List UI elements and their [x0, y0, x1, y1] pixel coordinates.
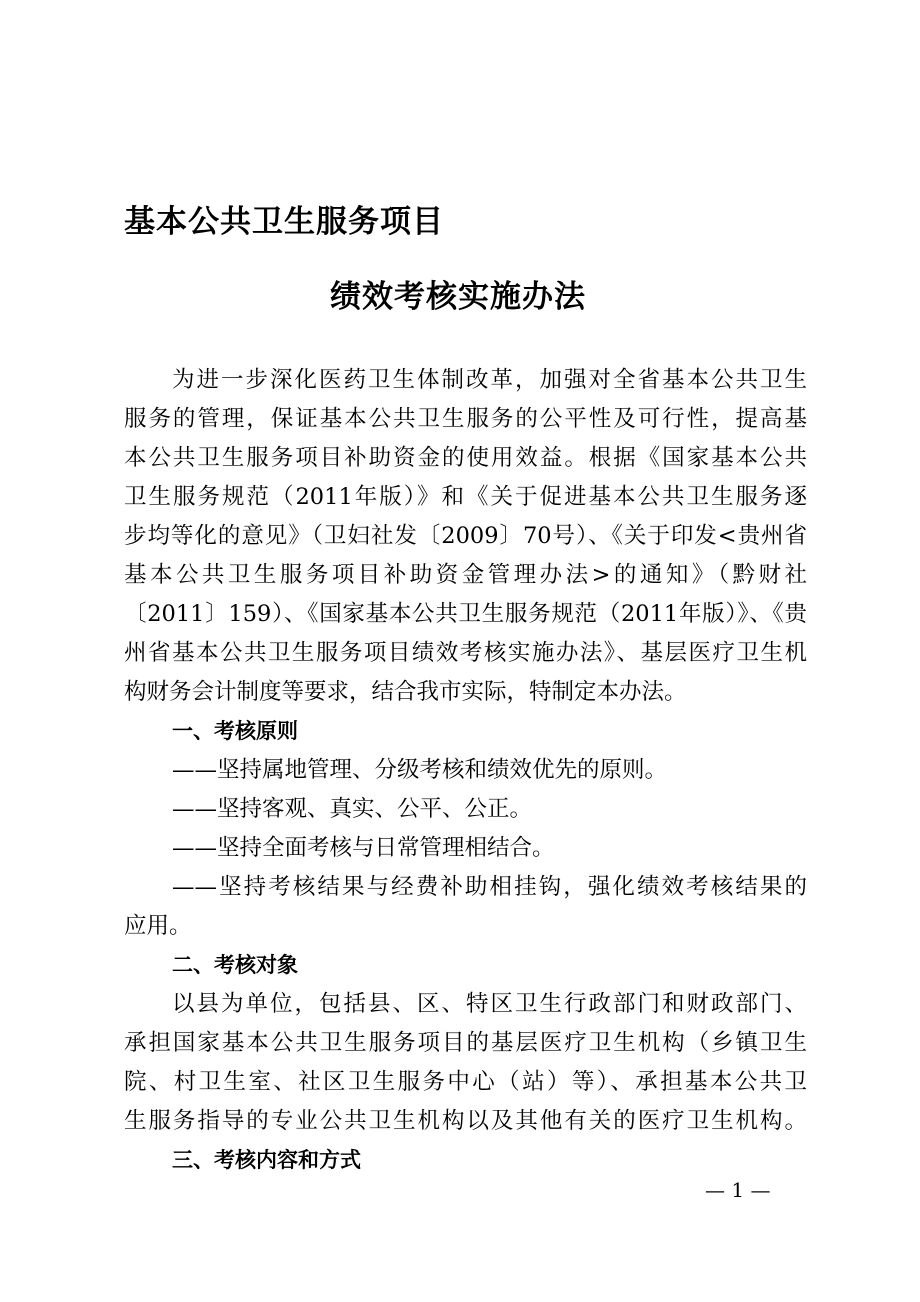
- principle-item: ——坚持客观、真实、公平、公正。: [172, 796, 533, 822]
- document-title-line-1: 基本公共卫生服务项目: [124, 204, 444, 240]
- intro-line: 基本公共卫生服务项目补助资金管理办法>的通知》（黔财社: [124, 562, 807, 588]
- targets-line: 生服务指导的专业公共卫生机构以及其他有关的医疗卫生机构。: [124, 1108, 807, 1134]
- principle-item: ——坚持考核结果与经费补助相挂钩，强化绩效考核结果的: [172, 874, 807, 900]
- intro-line: 步均等化的意见》（卫妇社发〔2009〕70号）、《关于印发<贵州省: [124, 523, 807, 549]
- section-heading-content-method: 三、考核内容和方式: [172, 1148, 361, 1172]
- intro-line: 服务的管理，保证基本公共卫生服务的公平性及可行性，提高基: [124, 406, 807, 432]
- intro-line: 〔2011〕159）、《国家基本公共卫生服务规范（2011年版）》、《贵: [124, 601, 807, 627]
- targets-line: 院、村卫生室、社区卫生服务中心（站）等）、承担基本公共卫: [124, 1069, 807, 1095]
- targets-line: 以县为单位，包括县、区、特区卫生行政部门和财政部门、: [172, 991, 807, 1017]
- principle-item-continuation: 应用。: [124, 913, 192, 939]
- intro-line: 卫生服务规范（2011年版）》和《关于促进基本公共卫生服务逐: [124, 484, 807, 510]
- intro-line: 州省基本公共卫生服务项目绩效考核实施办法》、基层医疗卫生机: [124, 640, 807, 666]
- intro-line: 为进一步深化医药卫生体制改革，加强对全省基本公共卫生: [172, 367, 807, 393]
- intro-line: 本公共卫生服务项目补助资金的使用效益。根据《国家基本公共: [124, 445, 807, 471]
- principle-item: ——坚持属地管理、分级考核和绩效优先的原则。: [172, 757, 668, 783]
- section-heading-targets: 二、考核对象: [172, 953, 298, 977]
- page-number: — 1 —: [705, 1178, 771, 1202]
- section-heading-principles: 一、考核原则: [172, 719, 298, 743]
- document-title-line-2: 绩效考核实施办法: [330, 279, 586, 315]
- document-body: [124, 361, 807, 1180]
- targets-line: 承担国家基本公共卫生服务项目的基层医疗卫生机构（乡镇卫生: [124, 1030, 807, 1056]
- principle-item: ——坚持全面考核与日常管理相结合。: [172, 835, 555, 861]
- intro-line: 构财务会计制度等要求，结合我市实际，特制定本办法。: [124, 679, 687, 705]
